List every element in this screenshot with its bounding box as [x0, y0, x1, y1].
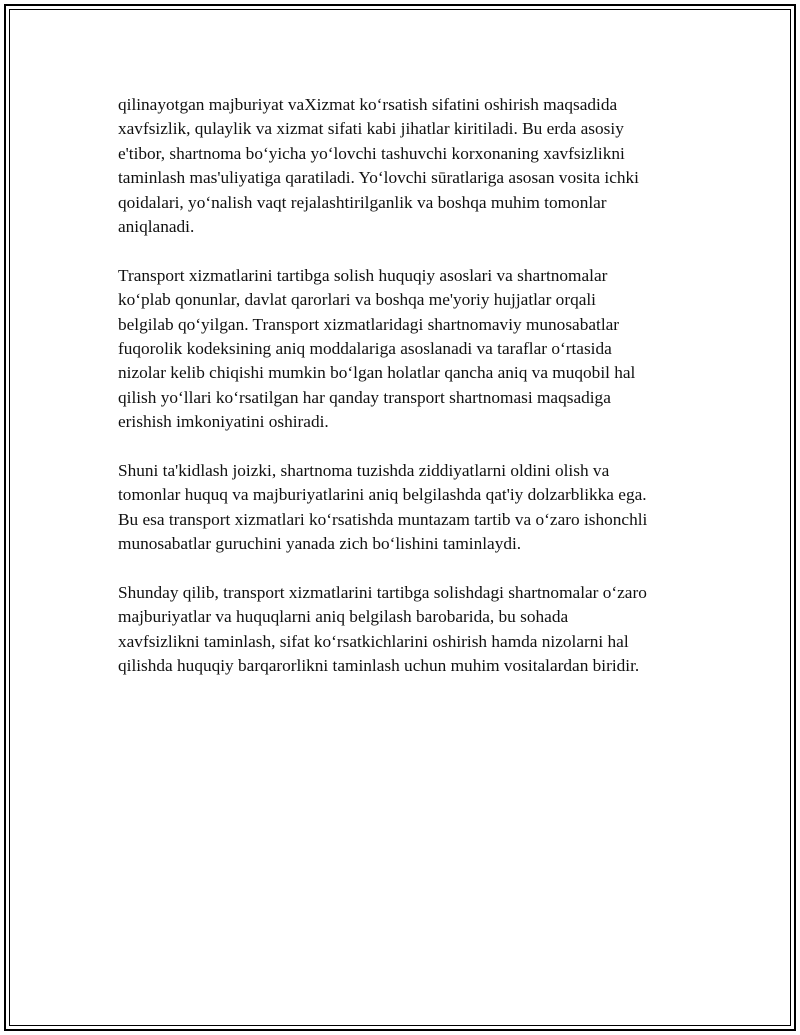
text-line: munosabatlar guruchini yanada zich boʻlishini taminlaydi. — [118, 534, 522, 554]
paragraph-2 — [118, 264, 693, 435]
paragraph-3 — [118, 459, 693, 557]
text-line: erishish imkoniyatini oshiradi. — [118, 412, 329, 432]
text-line: Shunday qilib, transport xizmatlarini tartibga solishdagi shartnomalar oʻzaro — [118, 583, 647, 603]
text-line: tomonlar huquq va majburiyatlarini aniq belgilashda qat'iy dolzarblikka ega. — [118, 485, 647, 505]
document-body — [118, 93, 693, 703]
paragraph-1 — [118, 93, 693, 239]
text-line: aniqlanadi. — [118, 217, 195, 237]
text-line: xavfsizlikni taminlash, sifat koʻrsatkichlarini oshirish hamda nizolarni hal — [118, 631, 629, 651]
text-line: xavfsizlik, qulaylik va xizmat sifati kabi jihatlar kiritiladi. Bu erda asosiy — [118, 119, 624, 139]
text-line: qoidalari, yoʻnalish vaqt rejalashtirilganlik va boshqa muhim tomonlar — [118, 192, 607, 212]
text-line: fuqorolik kodeksining aniq moddalariga asoslanadi va taraflar oʻrtasida — [118, 339, 612, 359]
text-line: Transport xizmatlarini tartibga solish huquqiy asoslari va shartnomalar — [118, 265, 608, 285]
text-line: belgilab qoʻyilgan. Transport xizmatlaridagi shartnomaviy munosabatlar — [118, 314, 620, 334]
text-line: Bu esa transport xizmatlari koʻrsatishda muntazam tartib va oʻzaro ishonchli — [118, 509, 648, 529]
text-line: e'tibor, shartnoma boʻyicha yoʻlovchi tashuvchi korxonaning xavfsizlikni — [118, 143, 625, 163]
text-line: qilinayotgan majburiyat vaXizmat koʻrsatish sifatini oshirish maqsadida — [118, 95, 618, 114]
paragraph-4 — [118, 581, 693, 679]
text-line: Shuni ta'kidlash joizki, shartnoma tuzishda ziddiyatlarni oldini olish va — [118, 461, 610, 481]
text-line: taminlash mas'uliyatiga qaratiladi. Yoʻlovchi sūratlariga asosan vosita ichki — [118, 168, 639, 188]
text-line: qilishda huquqiy barqarorlikni taminlash uchun muhim vositalardan biridir. — [118, 656, 640, 676]
text-line: majburiyatlar va huquqlarni aniq belgilash barobarida, bu sohada — [118, 607, 569, 627]
text-line: nizolar kelib chiqishi mumkin boʻlgan holatlar qancha aniq va muqobil hal — [118, 363, 636, 383]
text-line: qilish yoʻllari koʻrsatilgan har qanday transport shartnomasi maqsadiga — [118, 387, 611, 407]
text-line: koʻplab qonunlar, davlat qarorlari va boshqa me'yoriy hujjatlar orqali — [118, 290, 596, 310]
